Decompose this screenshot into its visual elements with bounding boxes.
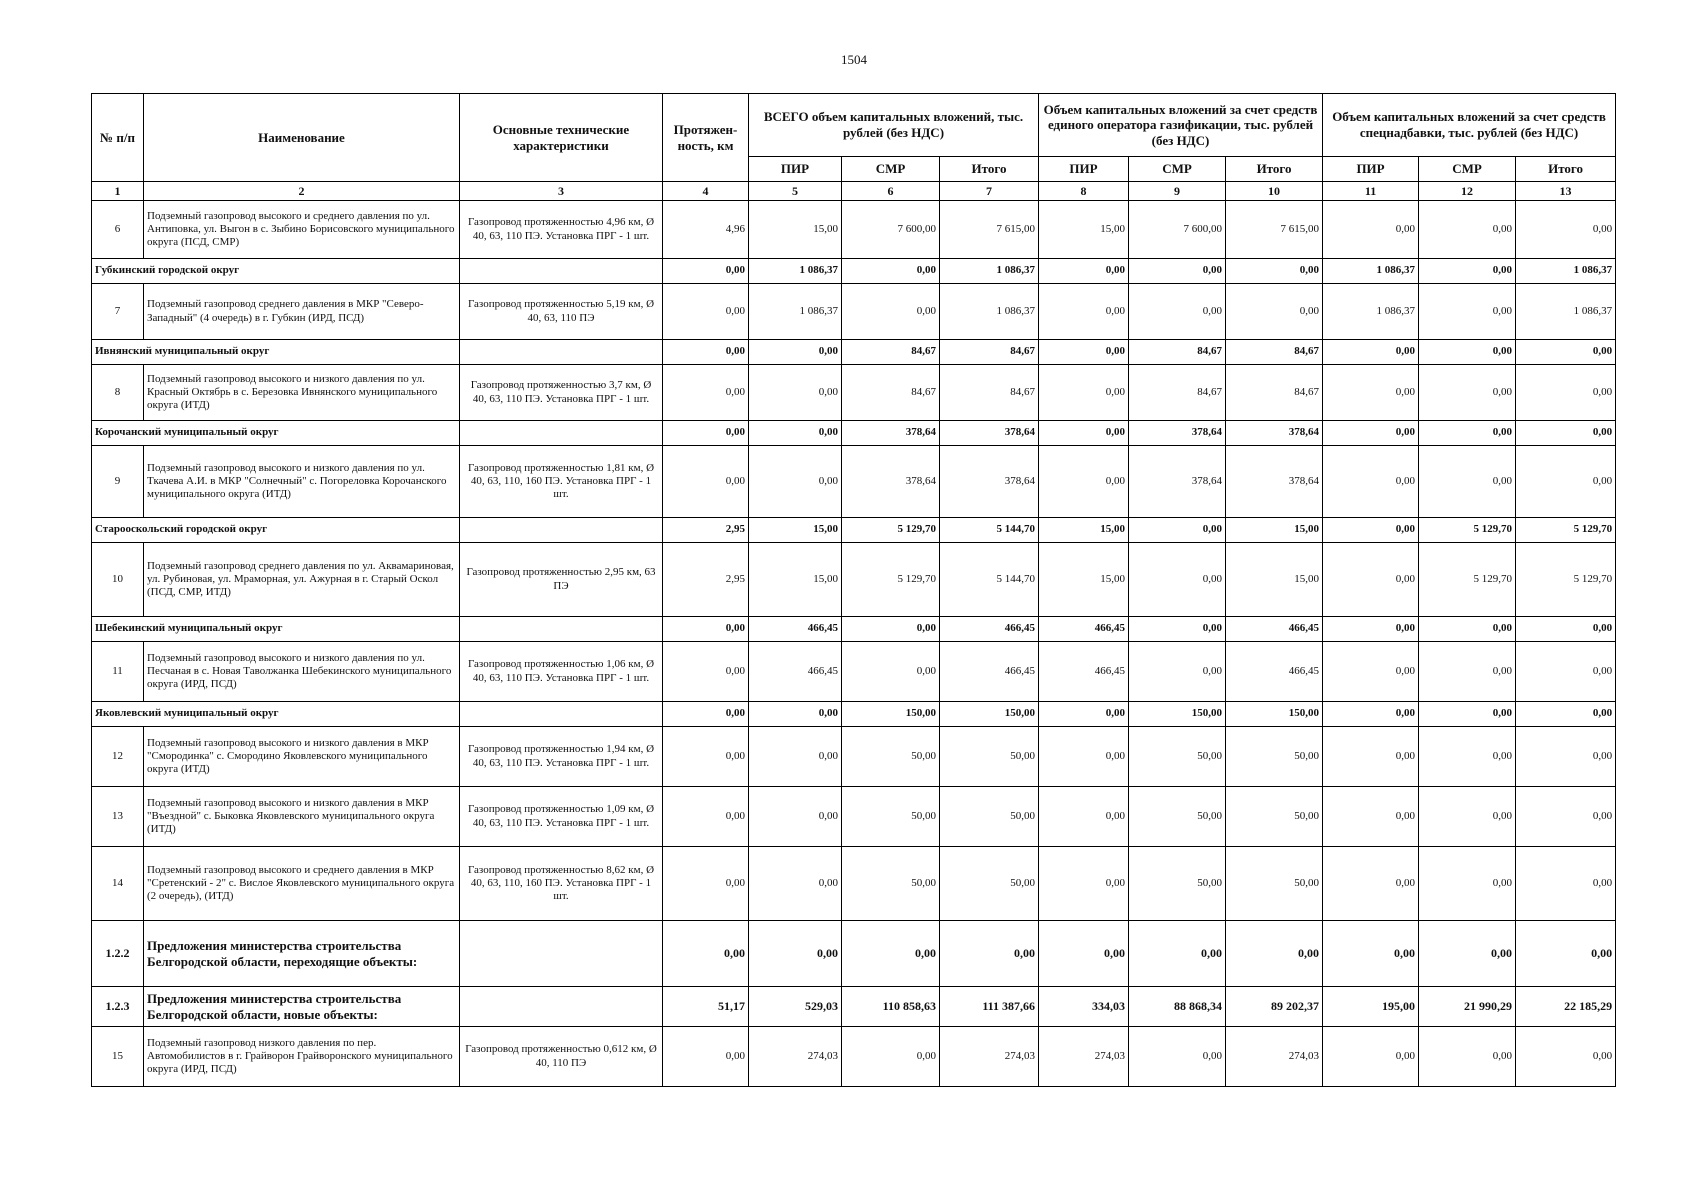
col-number: 10 bbox=[1226, 182, 1323, 201]
value-cell: 0,00 bbox=[1039, 365, 1129, 421]
region-subtotal-row bbox=[92, 421, 1616, 446]
object-name: Подземный газопровод низкого давления по пер. Автомобилистов в г. Грайворон Грайворонского муниципального округа (ИРД, ПСД) bbox=[144, 1027, 460, 1087]
value-cell: 0,00 bbox=[1323, 1027, 1419, 1087]
value-cell: 0,00 bbox=[663, 921, 749, 987]
value-cell: 529,03 bbox=[749, 987, 842, 1027]
header-sub: Итого bbox=[940, 157, 1039, 182]
value-cell: 0,00 bbox=[749, 727, 842, 787]
value-cell: 0,00 bbox=[1039, 787, 1129, 847]
value-cell: 50,00 bbox=[940, 847, 1039, 921]
value-cell: 0,00 bbox=[749, 921, 842, 987]
object-name: Подземный газопровод высокого и низкого давления в МКР "Смородинка" с. Смородино Яковлевского муниципального округа (ИТД) bbox=[144, 727, 460, 787]
table-row bbox=[92, 727, 1616, 787]
value-cell: 50,00 bbox=[1129, 847, 1226, 921]
value-cell: 0,00 bbox=[1323, 727, 1419, 787]
value-cell: 466,45 bbox=[1039, 617, 1129, 642]
value-cell: 0,00 bbox=[1323, 340, 1419, 365]
value-cell: 0,00 bbox=[663, 727, 749, 787]
tech-cell bbox=[460, 702, 663, 727]
table-row bbox=[92, 1027, 1616, 1087]
value-cell: 466,45 bbox=[1226, 642, 1323, 702]
header-sub: СМР bbox=[1419, 157, 1516, 182]
page-number: 1504 bbox=[841, 52, 867, 67]
column-numbers-row bbox=[92, 182, 1616, 201]
header-length: Протяжен-ность, км bbox=[663, 94, 749, 182]
value-cell: 5 129,70 bbox=[1516, 543, 1616, 617]
value-cell: 0,00 bbox=[1516, 642, 1616, 702]
value-cell: 0,00 bbox=[1516, 201, 1616, 259]
value-cell: 1 086,37 bbox=[749, 284, 842, 340]
value-cell: 378,64 bbox=[1129, 421, 1226, 446]
value-cell: 0,00 bbox=[749, 787, 842, 847]
value-cell: 0,00 bbox=[1516, 702, 1616, 727]
value-cell: 466,45 bbox=[940, 642, 1039, 702]
value-cell: 0,00 bbox=[1039, 259, 1129, 284]
value-cell: 0,00 bbox=[1516, 340, 1616, 365]
value-cell: 1 086,37 bbox=[940, 259, 1039, 284]
row-number: 14 bbox=[92, 847, 144, 921]
value-cell: 0,00 bbox=[663, 787, 749, 847]
col-number: 9 bbox=[1129, 182, 1226, 201]
col-number: 12 bbox=[1419, 182, 1516, 201]
value-cell: 5 144,70 bbox=[940, 518, 1039, 543]
value-cell: 0,00 bbox=[663, 446, 749, 518]
value-cell: 1 086,37 bbox=[1323, 284, 1419, 340]
value-cell: 50,00 bbox=[1129, 727, 1226, 787]
value-cell: 0,00 bbox=[663, 365, 749, 421]
value-cell: 0,00 bbox=[1323, 702, 1419, 727]
value-cell: 84,67 bbox=[1226, 365, 1323, 421]
section-total-row bbox=[92, 921, 1616, 987]
value-cell: 0,00 bbox=[1323, 921, 1419, 987]
value-cell: 2,95 bbox=[663, 543, 749, 617]
row-number: 12 bbox=[92, 727, 144, 787]
value-cell: 0,00 bbox=[1129, 543, 1226, 617]
value-cell: 0,00 bbox=[842, 921, 940, 987]
value-cell: 0,00 bbox=[842, 642, 940, 702]
col-number: 1 bbox=[92, 182, 144, 201]
value-cell: 378,64 bbox=[940, 421, 1039, 446]
value-cell: 1 086,37 bbox=[1516, 284, 1616, 340]
value-cell: 50,00 bbox=[842, 727, 940, 787]
value-cell: 0,00 bbox=[663, 259, 749, 284]
value-cell: 89 202,37 bbox=[1226, 987, 1323, 1027]
value-cell: 1 086,37 bbox=[1516, 259, 1616, 284]
value-cell: 466,45 bbox=[1039, 642, 1129, 702]
value-cell: 378,64 bbox=[842, 421, 940, 446]
value-cell: 0,00 bbox=[1323, 543, 1419, 617]
value-cell: 0,00 bbox=[1323, 518, 1419, 543]
col-number: 4 bbox=[663, 182, 749, 201]
table-row bbox=[92, 847, 1616, 921]
header-no: № п/п bbox=[92, 94, 144, 182]
value-cell: 50,00 bbox=[842, 787, 940, 847]
value-cell: 5 129,70 bbox=[1516, 518, 1616, 543]
region-name: Губкинский городской округ bbox=[92, 259, 460, 284]
capital-investment-table bbox=[91, 93, 1616, 1087]
value-cell: 0,00 bbox=[1323, 365, 1419, 421]
value-cell: 0,00 bbox=[1129, 921, 1226, 987]
object-name: Подземный газопровод среднего давления в МКР "Северо-Западный" (4 очередь) в г. Губкин (ИРД, ПСД) bbox=[144, 284, 460, 340]
object-name: Подземный газопровод высокого и низкого давления по ул. Ткачева А.И. в МКР "Солнечный" с. Погореловка Корочанского муниципального округа (ИТД) bbox=[144, 446, 460, 518]
tech-characteristics: Газопровод протяженностью 1,81 км, Ø 40, 63, 110, 160 ПЭ. Установка ПРГ - 1 шт. bbox=[460, 446, 663, 518]
value-cell: 5 129,70 bbox=[1419, 543, 1516, 617]
object-name: Подземный газопровод высокого и низкого давления по ул. Красный Октябрь в с. Березовка Ивнянского муниципального округа (ИТД) bbox=[144, 365, 460, 421]
value-cell: 5 129,70 bbox=[1419, 518, 1516, 543]
value-cell: 111 387,66 bbox=[940, 987, 1039, 1027]
value-cell: 2,95 bbox=[663, 518, 749, 543]
col-number: 6 bbox=[842, 182, 940, 201]
value-cell: 0,00 bbox=[663, 642, 749, 702]
value-cell: 466,45 bbox=[940, 617, 1039, 642]
value-cell: 150,00 bbox=[1129, 702, 1226, 727]
value-cell: 21 990,29 bbox=[1419, 987, 1516, 1027]
value-cell: 150,00 bbox=[842, 702, 940, 727]
value-cell: 0,00 bbox=[663, 1027, 749, 1087]
value-cell: 0,00 bbox=[663, 702, 749, 727]
value-cell: 466,45 bbox=[749, 642, 842, 702]
tech-cell bbox=[460, 921, 663, 987]
value-cell: 0,00 bbox=[663, 847, 749, 921]
value-cell: 0,00 bbox=[749, 702, 842, 727]
col-number: 11 bbox=[1323, 182, 1419, 201]
tech-characteristics: Газопровод протяженностью 2,95 км, 63 ПЭ bbox=[460, 543, 663, 617]
value-cell: 0,00 bbox=[842, 284, 940, 340]
value-cell: 0,00 bbox=[749, 365, 842, 421]
tech-characteristics: Газопровод протяженностью 1,94 км, Ø 40, 63, 110 ПЭ. Установка ПРГ - 1 шт. bbox=[460, 727, 663, 787]
value-cell: 0,00 bbox=[1516, 617, 1616, 642]
value-cell: 466,45 bbox=[1226, 617, 1323, 642]
value-cell: 0,00 bbox=[1516, 446, 1616, 518]
value-cell: 0,00 bbox=[1323, 446, 1419, 518]
value-cell: 0,00 bbox=[1039, 284, 1129, 340]
value-cell: 4,96 bbox=[663, 201, 749, 259]
header-operator-group: Объем капитальных вложений за счет средств единого оператора газификации, тыс. рублей (без НДС) bbox=[1039, 94, 1323, 157]
value-cell: 0,00 bbox=[1226, 921, 1323, 987]
value-cell: 7 600,00 bbox=[842, 201, 940, 259]
value-cell: 84,67 bbox=[842, 340, 940, 365]
value-cell: 88 868,34 bbox=[1129, 987, 1226, 1027]
value-cell: 0,00 bbox=[1516, 847, 1616, 921]
value-cell: 0,00 bbox=[1419, 1027, 1516, 1087]
header-sub: Итого bbox=[1226, 157, 1323, 182]
header-sub: СМР bbox=[1129, 157, 1226, 182]
value-cell: 15,00 bbox=[749, 518, 842, 543]
tech-characteristics: Газопровод протяженностью 0,612 км, Ø 40, 110 ПЭ bbox=[460, 1027, 663, 1087]
value-cell: 84,67 bbox=[1226, 340, 1323, 365]
value-cell: 0,00 bbox=[1516, 727, 1616, 787]
value-cell: 274,03 bbox=[940, 1027, 1039, 1087]
value-cell: 0,00 bbox=[1516, 787, 1616, 847]
value-cell: 0,00 bbox=[663, 340, 749, 365]
col-number: 8 bbox=[1039, 182, 1129, 201]
value-cell: 378,64 bbox=[1226, 421, 1323, 446]
value-cell: 0,00 bbox=[663, 421, 749, 446]
value-cell: 274,03 bbox=[749, 1027, 842, 1087]
object-name: Подземный газопровод высокого и низкого давления по ул. Песчаная в с. Новая Таволжанка Шебекинского муниципального округа (ИРД, ПСД) bbox=[144, 642, 460, 702]
row-number: 7 bbox=[92, 284, 144, 340]
section-total-row bbox=[92, 987, 1616, 1027]
tech-cell bbox=[460, 518, 663, 543]
value-cell: 0,00 bbox=[1516, 1027, 1616, 1087]
section-number: 1.2.3 bbox=[92, 987, 144, 1027]
region-name: Корочанский муниципальный округ bbox=[92, 421, 460, 446]
tech-characteristics: Газопровод протяженностью 5,19 км, Ø 40, 63, 110 ПЭ bbox=[460, 284, 663, 340]
value-cell: 0,00 bbox=[1226, 259, 1323, 284]
value-cell: 0,00 bbox=[1129, 518, 1226, 543]
tech-cell bbox=[460, 259, 663, 284]
tech-characteristics: Газопровод протяженностью 3,7 км, Ø 40, 63, 110 ПЭ. Установка ПРГ - 1 шт. bbox=[460, 365, 663, 421]
value-cell: 0,00 bbox=[749, 340, 842, 365]
value-cell: 15,00 bbox=[1226, 518, 1323, 543]
region-subtotal-row bbox=[92, 259, 1616, 284]
value-cell: 150,00 bbox=[1226, 702, 1323, 727]
header-total-group: ВСЕГО объем капитальных вложений, тыс. рублей (без НДС) bbox=[749, 94, 1039, 157]
value-cell: 0,00 bbox=[1323, 201, 1419, 259]
value-cell: 0,00 bbox=[1419, 201, 1516, 259]
value-cell: 0,00 bbox=[1129, 284, 1226, 340]
value-cell: 22 185,29 bbox=[1516, 987, 1616, 1027]
value-cell: 50,00 bbox=[1226, 787, 1323, 847]
value-cell: 7 600,00 bbox=[1129, 201, 1226, 259]
tech-characteristics: Газопровод протяженностью 4,96 км, Ø 40, 63, 110 ПЭ. Установка ПРГ - 1 шт. bbox=[460, 201, 663, 259]
value-cell: 1 086,37 bbox=[940, 284, 1039, 340]
table-row bbox=[92, 543, 1616, 617]
value-cell: 0,00 bbox=[1419, 259, 1516, 284]
value-cell: 0,00 bbox=[1129, 642, 1226, 702]
region-subtotal-row bbox=[92, 617, 1616, 642]
section-title: Предложения министерства строительства Белгородской области, переходящие объекты: bbox=[144, 921, 460, 987]
value-cell: 0,00 bbox=[1419, 642, 1516, 702]
value-cell: 0,00 bbox=[1419, 787, 1516, 847]
header-sub: ПИР bbox=[749, 157, 842, 182]
value-cell: 0,00 bbox=[842, 617, 940, 642]
value-cell: 0,00 bbox=[940, 921, 1039, 987]
value-cell: 0,00 bbox=[1323, 847, 1419, 921]
value-cell: 50,00 bbox=[940, 787, 1039, 847]
tech-characteristics: Газопровод протяженностью 8,62 км, Ø 40, 63, 110, 160 ПЭ. Установка ПРГ - 1 шт. bbox=[460, 847, 663, 921]
value-cell: 50,00 bbox=[842, 847, 940, 921]
value-cell: 50,00 bbox=[940, 727, 1039, 787]
value-cell: 466,45 bbox=[749, 617, 842, 642]
object-name: Подземный газопровод высокого и среднего давления по ул. Антиповка, ул. Выгон в с. Зыбино Борисовского муниципального округа (ПСД, СМР) bbox=[144, 201, 460, 259]
value-cell: 0,00 bbox=[1419, 284, 1516, 340]
value-cell: 0,00 bbox=[1039, 446, 1129, 518]
section-number: 1.2.2 bbox=[92, 921, 144, 987]
value-cell: 84,67 bbox=[1129, 365, 1226, 421]
value-cell: 0,00 bbox=[1419, 921, 1516, 987]
value-cell: 15,00 bbox=[749, 543, 842, 617]
value-cell: 0,00 bbox=[1039, 421, 1129, 446]
object-name: Подземный газопровод высокого и среднего давления в МКР "Сретенский - 2" с. Вислое Яковлевского муниципального округа (2 очередь), (ИТД) bbox=[144, 847, 460, 921]
header-sub: ПИР bbox=[1323, 157, 1419, 182]
value-cell: 7 615,00 bbox=[1226, 201, 1323, 259]
region-name: Старооскольский городской округ bbox=[92, 518, 460, 543]
tech-cell bbox=[460, 340, 663, 365]
value-cell: 7 615,00 bbox=[940, 201, 1039, 259]
value-cell: 0,00 bbox=[1039, 847, 1129, 921]
value-cell: 0,00 bbox=[663, 284, 749, 340]
value-cell: 50,00 bbox=[1226, 847, 1323, 921]
value-cell: 15,00 bbox=[1039, 201, 1129, 259]
header-sub: Итого bbox=[1516, 157, 1616, 182]
value-cell: 0,00 bbox=[1226, 284, 1323, 340]
header-sub: СМР bbox=[842, 157, 940, 182]
value-cell: 0,00 bbox=[1323, 787, 1419, 847]
value-cell: 150,00 bbox=[940, 702, 1039, 727]
value-cell: 0,00 bbox=[749, 847, 842, 921]
value-cell: 0,00 bbox=[1039, 727, 1129, 787]
value-cell: 378,64 bbox=[1226, 446, 1323, 518]
value-cell: 0,00 bbox=[749, 446, 842, 518]
value-cell: 274,03 bbox=[1226, 1027, 1323, 1087]
value-cell: 0,00 bbox=[1129, 259, 1226, 284]
value-cell: 0,00 bbox=[1323, 642, 1419, 702]
value-cell: 84,67 bbox=[1129, 340, 1226, 365]
region-subtotal-row bbox=[92, 518, 1616, 543]
value-cell: 84,67 bbox=[940, 340, 1039, 365]
table-row bbox=[92, 446, 1616, 518]
value-cell: 0,00 bbox=[1419, 446, 1516, 518]
region-name: Ивнянский муниципальный округ bbox=[92, 340, 460, 365]
section-title: Предложения министерства строительства Белгородской области, новые объекты: bbox=[144, 987, 460, 1027]
value-cell: 0,00 bbox=[1419, 727, 1516, 787]
value-cell: 5 129,70 bbox=[842, 518, 940, 543]
table-row bbox=[92, 365, 1616, 421]
tech-characteristics: Газопровод протяженностью 1,09 км, Ø 40, 63, 110 ПЭ. Установка ПРГ - 1 шт. bbox=[460, 787, 663, 847]
value-cell: 5 144,70 bbox=[940, 543, 1039, 617]
value-cell: 0,00 bbox=[1419, 617, 1516, 642]
header-name: Наименование bbox=[144, 94, 460, 182]
value-cell: 0,00 bbox=[1323, 421, 1419, 446]
region-subtotal-row bbox=[92, 340, 1616, 365]
table-row bbox=[92, 201, 1616, 259]
value-cell: 0,00 bbox=[1323, 617, 1419, 642]
object-name: Подземный газопровод среднего давления по ул. Аквамариновая, ул. Рубиновая, ул. Мраморная, ул. Ажурная в г. Старый Оскол (ПСД, СМР, ИТД) bbox=[144, 543, 460, 617]
tech-cell bbox=[460, 421, 663, 446]
value-cell: 15,00 bbox=[1039, 543, 1129, 617]
row-number: 8 bbox=[92, 365, 144, 421]
region-subtotal-row bbox=[92, 702, 1616, 727]
value-cell: 84,67 bbox=[940, 365, 1039, 421]
header-tech: Основные технические характеристики bbox=[460, 94, 663, 182]
tech-characteristics: Газопровод протяженностью 1,06 км, Ø 40, 63, 110 ПЭ. Установка ПРГ - 1 шт. bbox=[460, 642, 663, 702]
value-cell: 15,00 bbox=[749, 201, 842, 259]
value-cell: 5 129,70 bbox=[842, 543, 940, 617]
tech-cell bbox=[460, 987, 663, 1027]
value-cell: 1 086,37 bbox=[749, 259, 842, 284]
row-number: 9 bbox=[92, 446, 144, 518]
col-number: 3 bbox=[460, 182, 663, 201]
value-cell: 334,03 bbox=[1039, 987, 1129, 1027]
value-cell: 0,00 bbox=[663, 617, 749, 642]
value-cell: 15,00 bbox=[1226, 543, 1323, 617]
value-cell: 195,00 bbox=[1323, 987, 1419, 1027]
value-cell: 0,00 bbox=[842, 259, 940, 284]
table-row bbox=[92, 787, 1616, 847]
value-cell: 0,00 bbox=[1419, 365, 1516, 421]
value-cell: 0,00 bbox=[842, 1027, 940, 1087]
col-number: 2 bbox=[144, 182, 460, 201]
value-cell: 0,00 bbox=[1419, 847, 1516, 921]
value-cell: 50,00 bbox=[1226, 727, 1323, 787]
value-cell: 0,00 bbox=[1039, 921, 1129, 987]
col-number: 5 bbox=[749, 182, 842, 201]
value-cell: 378,64 bbox=[940, 446, 1039, 518]
value-cell: 1 086,37 bbox=[1323, 259, 1419, 284]
table-row bbox=[92, 642, 1616, 702]
value-cell: 378,64 bbox=[842, 446, 940, 518]
value-cell: 0,00 bbox=[1039, 340, 1129, 365]
value-cell: 378,64 bbox=[1129, 446, 1226, 518]
tech-cell bbox=[460, 617, 663, 642]
value-cell: 50,00 bbox=[1129, 787, 1226, 847]
header-surcharge-group: Объем капитальных вложений за счет средств спецнадбавки, тыс. рублей (без НДС) bbox=[1323, 94, 1616, 157]
col-number: 7 bbox=[940, 182, 1039, 201]
value-cell: 0,00 bbox=[1516, 421, 1616, 446]
value-cell: 15,00 bbox=[1039, 518, 1129, 543]
table-row bbox=[92, 284, 1616, 340]
value-cell: 0,00 bbox=[1419, 340, 1516, 365]
value-cell: 0,00 bbox=[1516, 365, 1616, 421]
value-cell: 274,03 bbox=[1039, 1027, 1129, 1087]
value-cell: 0,00 bbox=[749, 421, 842, 446]
row-number: 10 bbox=[92, 543, 144, 617]
value-cell: 0,00 bbox=[1419, 702, 1516, 727]
value-cell: 0,00 bbox=[1419, 421, 1516, 446]
row-number: 6 bbox=[92, 201, 144, 259]
object-name: Подземный газопровод высокого и низкого давления в МКР "Въездной" с. Быковка Яковлевского муниципального округа (ИТД) bbox=[144, 787, 460, 847]
value-cell: 84,67 bbox=[842, 365, 940, 421]
row-number: 13 bbox=[92, 787, 144, 847]
value-cell: 0,00 bbox=[1129, 617, 1226, 642]
row-number: 15 bbox=[92, 1027, 144, 1087]
col-number: 13 bbox=[1516, 182, 1616, 201]
value-cell: 51,17 bbox=[663, 987, 749, 1027]
value-cell: 110 858,63 bbox=[842, 987, 940, 1027]
value-cell: 0,00 bbox=[1039, 702, 1129, 727]
region-name: Яковлевский муниципальный округ bbox=[92, 702, 460, 727]
region-name: Шебекинский муниципальный округ bbox=[92, 617, 460, 642]
row-number: 11 bbox=[92, 642, 144, 702]
header-sub: ПИР bbox=[1039, 157, 1129, 182]
value-cell: 0,00 bbox=[1129, 1027, 1226, 1087]
value-cell: 0,00 bbox=[1516, 921, 1616, 987]
